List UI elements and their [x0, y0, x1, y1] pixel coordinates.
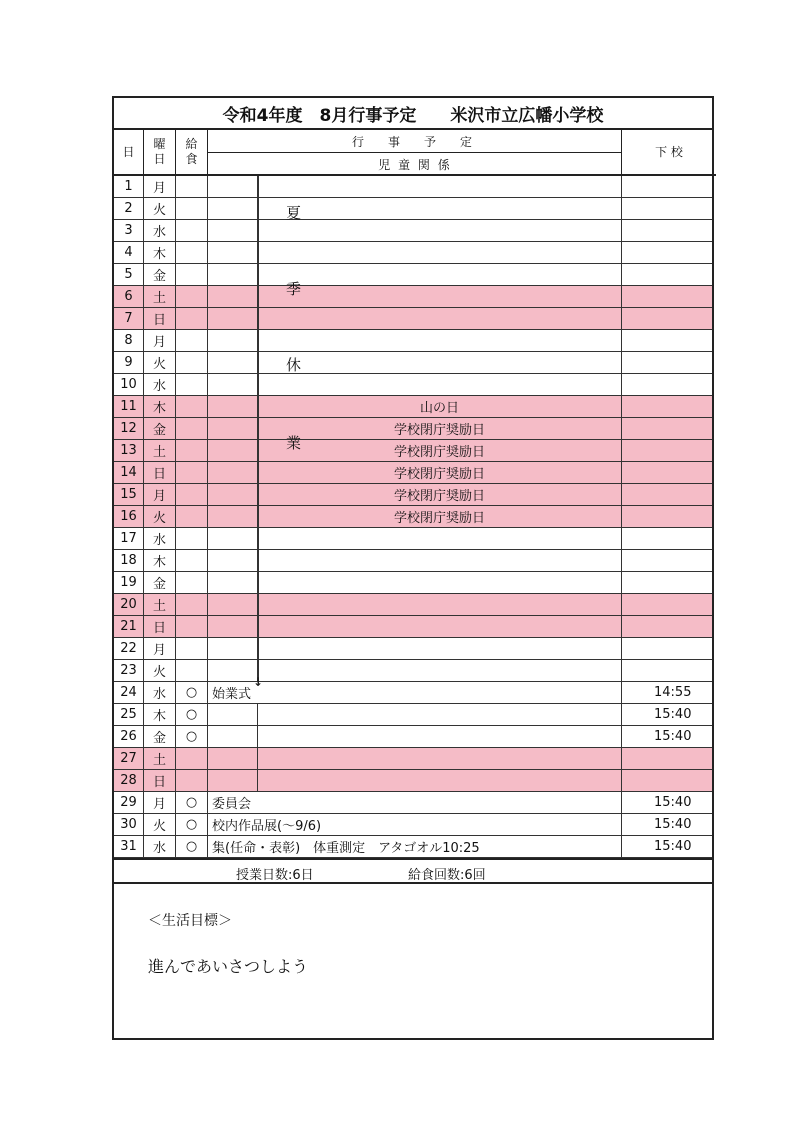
day-cell: 19: [114, 572, 144, 593]
table-row: [114, 836, 712, 858]
table-row: [114, 572, 712, 594]
day-cell: 9: [114, 352, 144, 373]
spacer-cell: [208, 352, 258, 373]
event-cell: [258, 330, 622, 351]
event-cell: [258, 638, 622, 659]
kyushoku-cell: [176, 352, 208, 373]
event-cell: [258, 572, 622, 593]
table-row: [114, 264, 712, 286]
weekday-cell: 月: [144, 792, 176, 813]
day-cell: 5: [114, 264, 144, 285]
table-row: [114, 660, 712, 682]
spacer-cell: [208, 396, 258, 417]
table-row: [114, 638, 712, 660]
event-cell: 集(任命・表彰) 体重測定 アタゴオル10:25: [208, 836, 622, 857]
spacer-cell: [208, 550, 258, 571]
kyushoku-cell: [176, 528, 208, 549]
kyushoku-cell: ○: [176, 726, 208, 747]
header-gyoji: 行 事 予 定: [208, 130, 622, 153]
kyushoku-cell: [176, 176, 208, 197]
day-cell: 8: [114, 330, 144, 351]
weekday-cell: 日: [144, 616, 176, 637]
table-row: [114, 704, 712, 726]
event-cell: [258, 528, 622, 549]
event-cell: [258, 594, 622, 615]
event-cell: [258, 374, 622, 395]
gekou-cell: [622, 594, 716, 615]
event-cell: [258, 286, 622, 307]
gekou-cell: [622, 352, 716, 373]
event-cell: [258, 704, 622, 725]
spacer-cell: [208, 330, 258, 351]
day-cell: 6: [114, 286, 144, 307]
table-row: [114, 506, 712, 528]
event-cell: [258, 176, 622, 197]
day-cell: 14: [114, 462, 144, 483]
kyushoku-cell: ○: [176, 814, 208, 835]
spacer-cell: [208, 198, 258, 219]
event-cell: [258, 726, 622, 747]
spacer-cell: [208, 638, 258, 659]
table-row: [114, 440, 712, 462]
event-cell: 学校閉庁奨励日: [258, 440, 622, 461]
day-cell: 16: [114, 506, 144, 527]
weekday-cell: 水: [144, 836, 176, 857]
spacer-cell: [208, 660, 258, 681]
spacer-cell: [208, 242, 258, 263]
table-row: [114, 220, 712, 242]
weekday-cell: 火: [144, 352, 176, 373]
event-cell: [258, 220, 622, 241]
event-cell: 委員会: [208, 792, 622, 813]
weekday-cell: 水: [144, 528, 176, 549]
gekou-cell: [622, 220, 716, 241]
gekou-cell: [622, 264, 716, 285]
day-cell: 23: [114, 660, 144, 681]
vacation-char-3: 休: [286, 356, 302, 374]
kyushoku-cell: [176, 506, 208, 527]
gekou-cell: [622, 528, 716, 549]
gekou-cell: [622, 198, 716, 219]
kyushoku-cell: [176, 286, 208, 307]
table-row: [114, 528, 712, 550]
weekday-cell: 水: [144, 220, 176, 241]
table-row: [114, 814, 712, 836]
day-cell: 1: [114, 176, 144, 197]
table-row: [114, 330, 712, 352]
kyushoku-cell: ○: [176, 704, 208, 725]
day-cell: 30: [114, 814, 144, 835]
table-row: [114, 792, 712, 814]
spacer-cell: [208, 726, 258, 747]
day-cell: 25: [114, 704, 144, 725]
day-cell: 24: [114, 682, 144, 703]
day-cell: 31: [114, 836, 144, 857]
kyushoku-cell: [176, 396, 208, 417]
event-cell: 始業式: [208, 682, 622, 703]
weekday-cell: 土: [144, 748, 176, 769]
weekday-cell: 金: [144, 572, 176, 593]
gekou-cell: [622, 418, 716, 439]
weekday-cell: 土: [144, 440, 176, 461]
weekday-cell: 日: [144, 462, 176, 483]
spacer-cell: [208, 528, 258, 549]
gekou-cell: [622, 330, 716, 351]
event-cell: [258, 616, 622, 637]
table-row: [114, 242, 712, 264]
weekday-cell: 木: [144, 704, 176, 725]
weekday-cell: 日: [144, 308, 176, 329]
table-row: [114, 396, 712, 418]
event-cell: [258, 264, 622, 285]
event-cell: [258, 660, 622, 681]
day-cell: 17: [114, 528, 144, 549]
gekou-cell: 15:40: [654, 795, 692, 810]
gekou-cell: [622, 660, 716, 681]
spacer-cell: [208, 418, 258, 439]
weekday-cell: 火: [144, 198, 176, 219]
spacer-cell: [208, 484, 258, 505]
table-row: [114, 616, 712, 638]
kyushoku-cell: [176, 770, 208, 791]
spacer-cell: [208, 264, 258, 285]
day-cell: 2: [114, 198, 144, 219]
spacer-cell: [208, 616, 258, 637]
vacation-char-1: 夏: [286, 204, 302, 222]
table-row: [114, 462, 712, 484]
page-title: 令和4年度 8月行事予定 米沢市立広幡小学校: [114, 98, 712, 130]
table-row: [114, 550, 712, 572]
table-row: [114, 176, 712, 198]
weekday-cell: 水: [144, 374, 176, 395]
weekday-cell: 火: [144, 814, 176, 835]
kyushoku-cell: [176, 264, 208, 285]
weekday-cell: 火: [144, 660, 176, 681]
spacer-cell: [208, 440, 258, 461]
spacer-cell: [208, 308, 258, 329]
weekday-cell: 月: [144, 330, 176, 351]
gekou-cell: [622, 396, 716, 417]
event-cell: 山の日: [258, 396, 622, 417]
weekday-cell: 日: [144, 770, 176, 791]
day-cell: 15: [114, 484, 144, 505]
goal-text: 進んであいさつしよう: [148, 957, 309, 976]
day-cell: 28: [114, 770, 144, 791]
header-kyushoku: 給 食: [176, 130, 208, 176]
summary-kyushoku: 給食回数:6回: [408, 868, 486, 883]
table-row: [114, 286, 712, 308]
spacer-cell: [208, 572, 258, 593]
weekday-cell: 金: [144, 726, 176, 747]
kyushoku-cell: [176, 308, 208, 329]
kyushoku-cell: [176, 374, 208, 395]
table-row: [114, 374, 712, 396]
kyushoku-cell: [176, 242, 208, 263]
day-cell: 4: [114, 242, 144, 263]
spacer-cell: [208, 748, 258, 769]
table-row: [114, 352, 712, 374]
day-cell: 12: [114, 418, 144, 439]
kyushoku-cell: [176, 572, 208, 593]
gekou-cell: [622, 286, 716, 307]
gekou-cell: 15:40: [654, 729, 692, 744]
table-row: [114, 726, 712, 748]
weekday-cell: 木: [144, 396, 176, 417]
weekday-cell: 月: [144, 176, 176, 197]
day-cell: 20: [114, 594, 144, 615]
weekday-cell: 火: [144, 506, 176, 527]
header-jido: 児 童 関 係: [378, 158, 452, 172]
kyushoku-cell: ○: [176, 682, 208, 703]
kyushoku-cell: [176, 616, 208, 637]
kyushoku-cell: [176, 484, 208, 505]
kyushoku-cell: [176, 638, 208, 659]
weekday-cell: 土: [144, 286, 176, 307]
gekou-cell: [622, 308, 716, 329]
kyushoku-cell: [176, 748, 208, 769]
weekday-cell: 月: [144, 484, 176, 505]
header-gekou: 下 校: [622, 130, 716, 176]
gekou-cell: [622, 748, 716, 769]
kyushoku-cell: [176, 440, 208, 461]
weekday-cell: 金: [144, 264, 176, 285]
day-cell: 7: [114, 308, 144, 329]
gekou-cell: [622, 242, 716, 263]
spacer-cell: [208, 704, 258, 725]
weekday-cell: 土: [144, 594, 176, 615]
kyushoku-cell: ○: [176, 836, 208, 857]
summary-jugyo: 授業日数:6日: [236, 868, 314, 883]
day-cell: 22: [114, 638, 144, 659]
kyushoku-cell: [176, 660, 208, 681]
gekou-cell: [622, 440, 716, 461]
event-cell: [258, 198, 622, 219]
day-cell: 18: [114, 550, 144, 571]
gekou-cell: 14:55: [654, 685, 692, 700]
table-row: [114, 748, 712, 770]
spacer-cell: [208, 594, 258, 615]
event-cell: [258, 308, 622, 329]
kyushoku-cell: ○: [176, 792, 208, 813]
header-weekday: 曜 日: [144, 130, 176, 176]
gekou-cell: [622, 550, 716, 571]
table-row: [114, 198, 712, 220]
weekday-cell: 木: [144, 242, 176, 263]
event-cell: [258, 352, 622, 373]
gekou-cell: 15:40: [654, 817, 692, 832]
kyushoku-cell: [176, 594, 208, 615]
spacer-cell: [208, 462, 258, 483]
day-cell: 13: [114, 440, 144, 461]
vacation-char-4: 業: [286, 434, 302, 452]
summary-bar: [114, 858, 712, 884]
gekou-cell: [622, 462, 716, 483]
weekday-cell: 金: [144, 418, 176, 439]
schedule-frame: [112, 96, 714, 1040]
kyushoku-cell: [176, 462, 208, 483]
kyushoku-cell: [176, 550, 208, 571]
event-cell: 学校閉庁奨励日: [258, 484, 622, 505]
table-row: [114, 682, 712, 704]
arrow-down-icon: ↓: [253, 675, 264, 689]
kyushoku-cell: [176, 330, 208, 351]
weekday-cell: 月: [144, 638, 176, 659]
event-cell: 学校閉庁奨励日: [258, 462, 622, 483]
spacer-cell: [208, 220, 258, 241]
table-row: [114, 594, 712, 616]
gekou-cell: [622, 374, 716, 395]
table-row: [114, 418, 712, 440]
gekou-cell: 15:40: [654, 839, 692, 854]
event-cell: [258, 242, 622, 263]
goal-label: ＜生活目標＞: [148, 913, 232, 929]
kyushoku-cell: [176, 220, 208, 241]
kyushoku-cell: [176, 198, 208, 219]
spacer-cell: [208, 286, 258, 307]
spacer-cell: [208, 374, 258, 395]
event-cell: 学校閉庁奨励日: [258, 418, 622, 439]
table-row: [114, 770, 712, 792]
kyushoku-cell: [176, 418, 208, 439]
table-row: [114, 484, 712, 506]
gekou-cell: [622, 484, 716, 505]
day-cell: 29: [114, 792, 144, 813]
table-row: [114, 308, 712, 330]
day-cell: 3: [114, 220, 144, 241]
gekou-cell: [622, 572, 716, 593]
weekday-cell: 木: [144, 550, 176, 571]
gekou-cell: [622, 770, 716, 791]
gekou-cell: [622, 616, 716, 637]
event-cell: [258, 550, 622, 571]
gekou-cell: [622, 638, 716, 659]
header-day: 日: [114, 130, 144, 176]
event-cell: 校内作品展(～9/6): [208, 814, 622, 835]
event-cell: [258, 748, 622, 769]
day-cell: 27: [114, 748, 144, 769]
event-cell: 学校閉庁奨励日: [258, 506, 622, 527]
day-cell: 21: [114, 616, 144, 637]
day-cell: 26: [114, 726, 144, 747]
event-cell: [258, 770, 622, 791]
weekday-cell: 水: [144, 682, 176, 703]
gekou-cell: [622, 506, 716, 527]
spacer-cell: [208, 770, 258, 791]
day-cell: 11: [114, 396, 144, 417]
gekou-cell: [622, 176, 716, 197]
vacation-char-2: 季: [286, 280, 302, 298]
day-cell: 10: [114, 374, 144, 395]
spacer-cell: [208, 506, 258, 527]
spacer-cell: [208, 176, 258, 197]
gekou-cell: 15:40: [654, 707, 692, 722]
vacation-arrow-line: [258, 176, 259, 684]
